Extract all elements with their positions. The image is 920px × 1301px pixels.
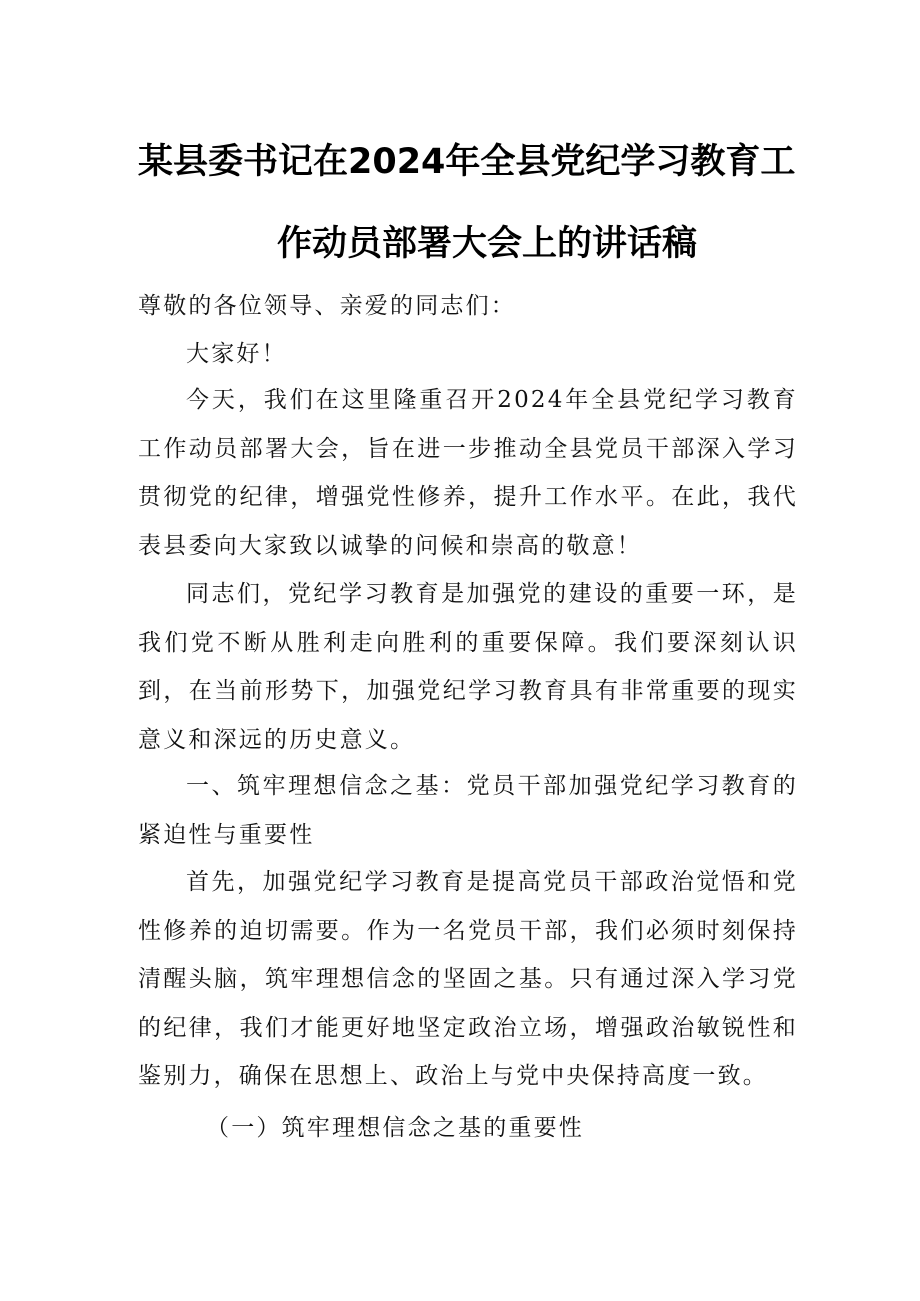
subsection-heading-1: （一）筑牢理想信念之基的重要性 xyxy=(206,1115,584,1141)
section-heading-1: 一、筑牢理想信念之基：党员干部加强党纪学习教育的紧迫性与重要性 xyxy=(138,773,798,848)
document-title-line-2: 作动员部署大会上的讲话稿 xyxy=(277,224,698,264)
document-title-line-1: 某县委书记在2024年全县党纪学习教育工 xyxy=(138,142,796,182)
salutation: 尊敬的各位领导、亲爱的同志们： xyxy=(138,293,516,319)
paragraph-opening: 今天，我们在这里隆重召开2024年全县党纪学习教育工作动员部署大会，旨在进一步推动全县党员干部深入学习贯彻党的纪律，增强党性修养，提升工作水平。在此，我代表县委向大家致以诚挚的问候和崇高的敬意！ xyxy=(138,387,798,559)
paragraph-significance: 同志们，党纪学习教育是加强党的建设的重要一环，是我们党不断从胜利走向胜利的重要保障。我们要深刻认识到，在当前形势下，加强党纪学习教育具有非常重要的现实意义和深远的历史意义。 xyxy=(138,581,798,753)
paragraph-first-point: 首先，加强党纪学习教育是提高党员干部政治觉悟和党性修养的迫切需要。作为一名党员干部，我们必须时刻保持清醒头脑，筑牢理想信念的坚固之基。只有通过深入学习党的纪律，我们才能更好地坚定政治立场，增强政治敏锐性和鉴别力，确保在思想上、政治上与党中央保持高度一致。 xyxy=(138,869,798,1090)
greeting: 大家好！ xyxy=(186,341,287,367)
